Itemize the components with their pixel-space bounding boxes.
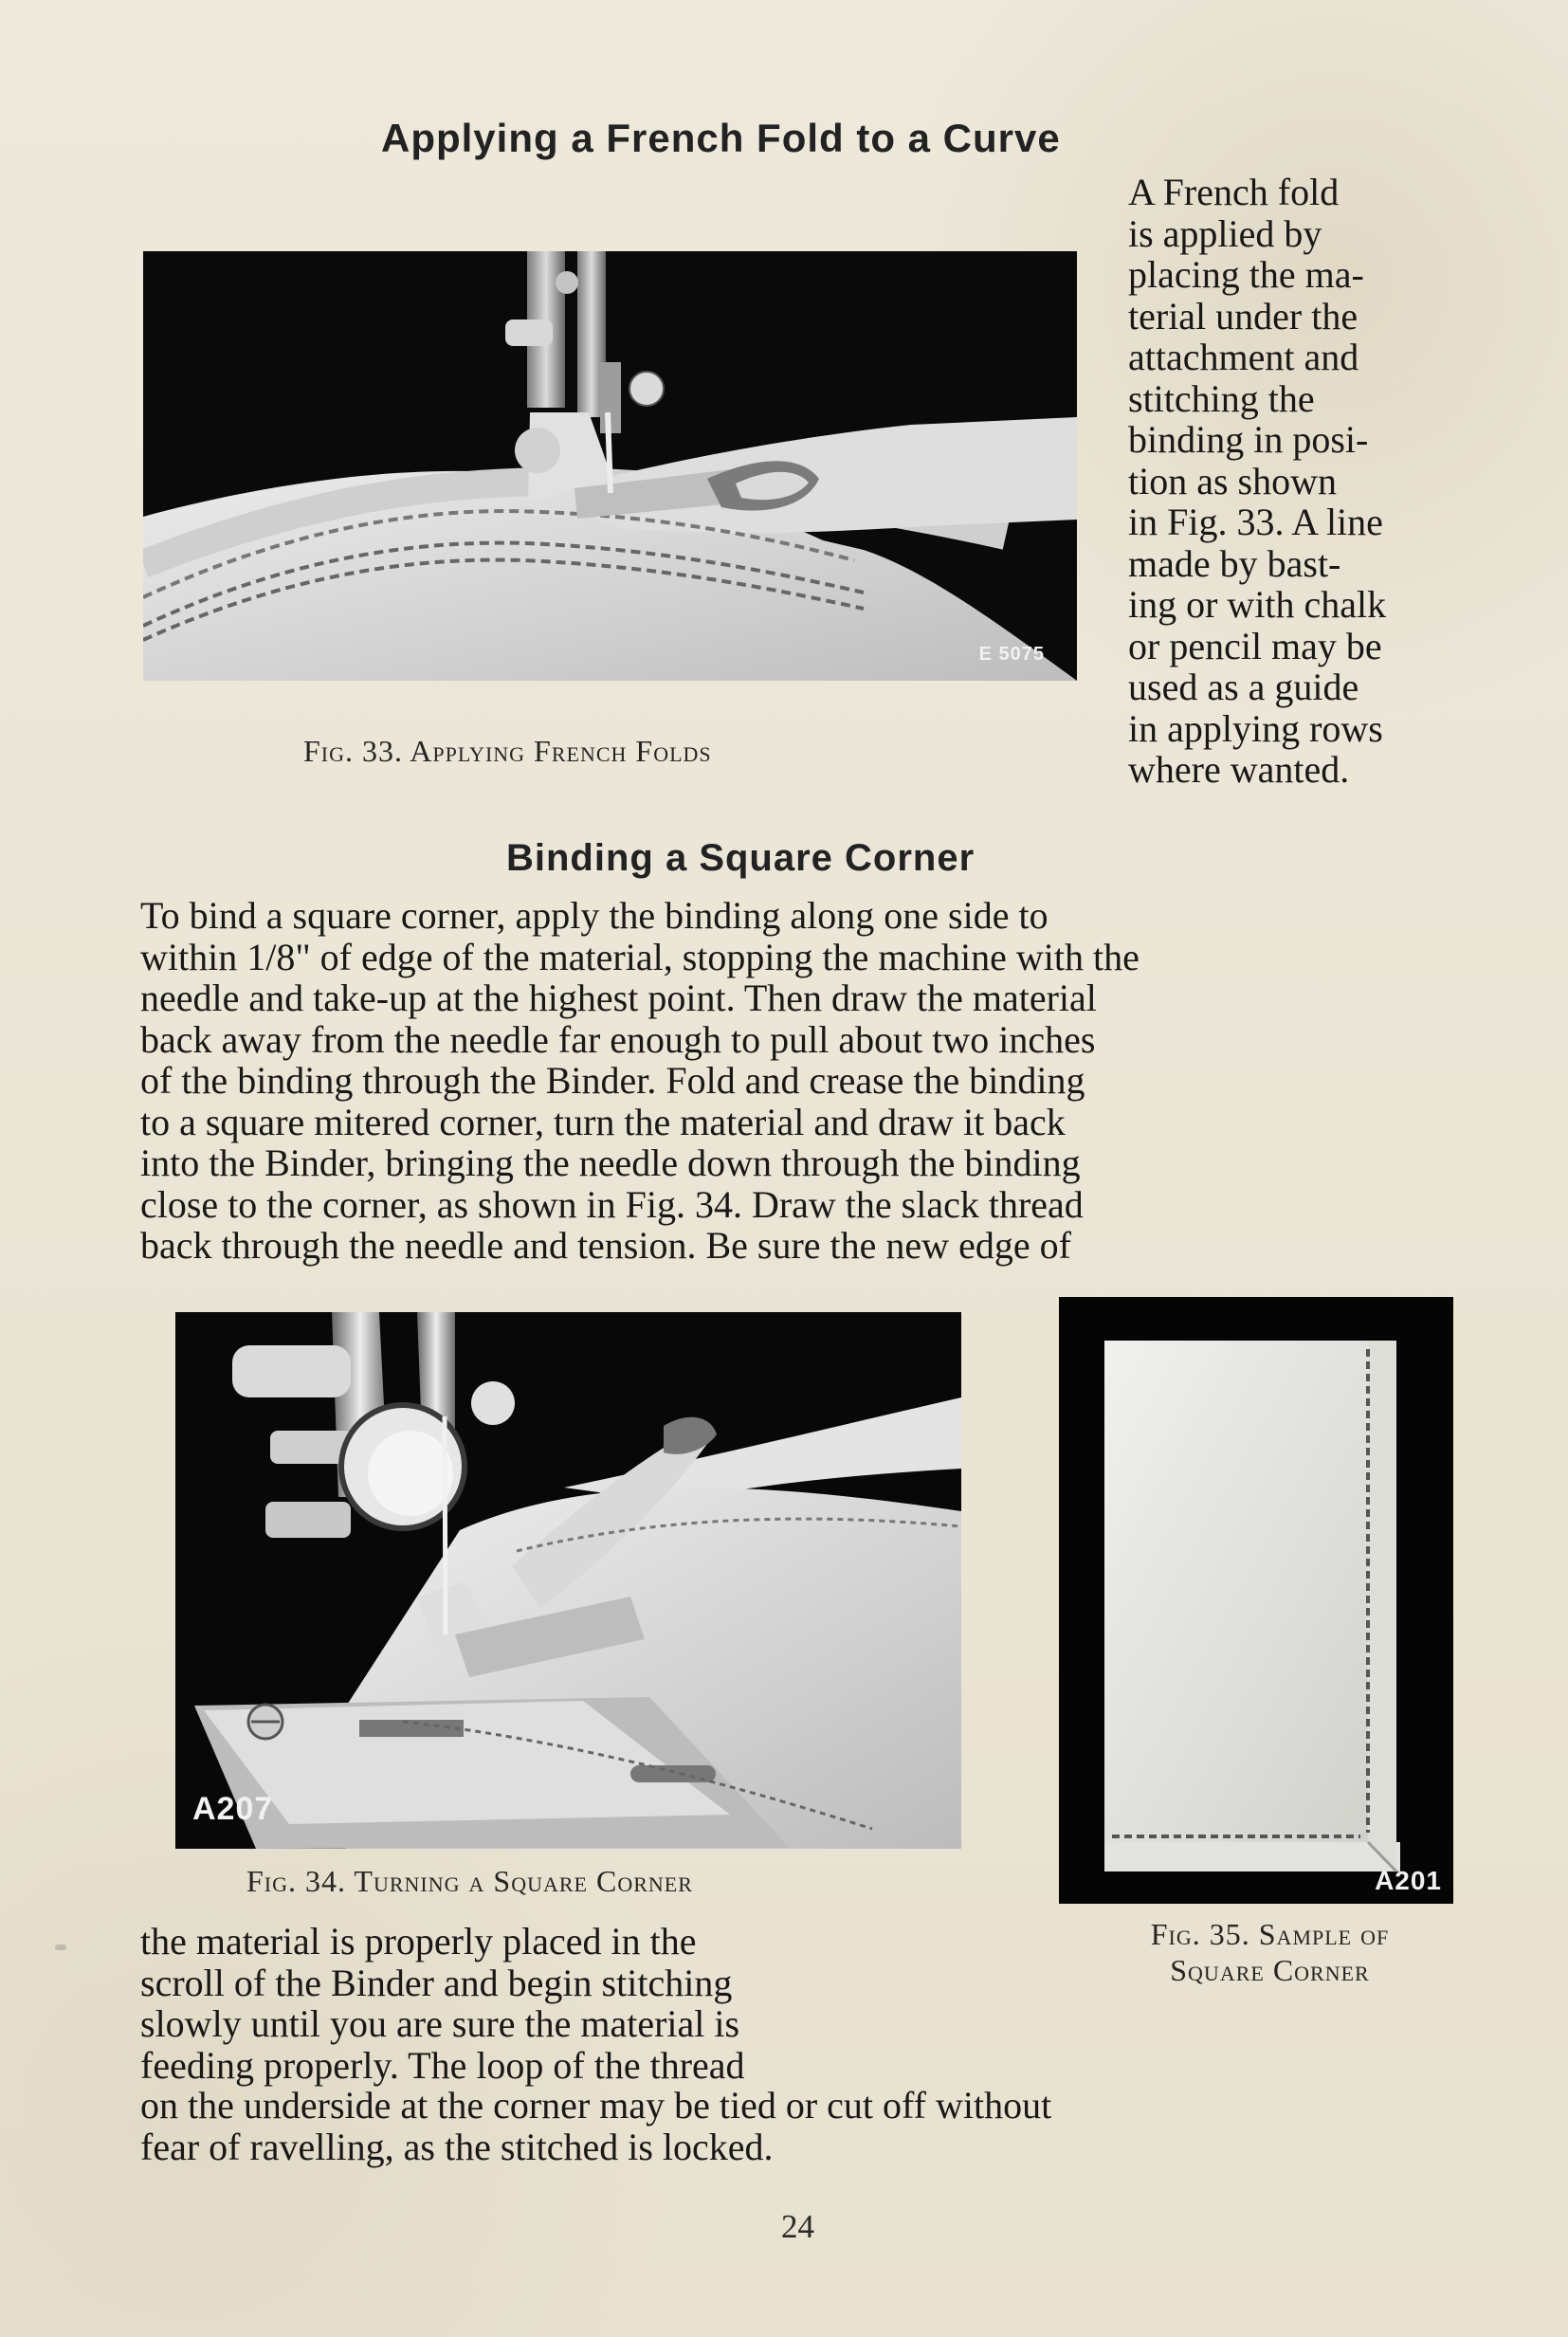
figure-35-caption-line-1: Fig. 35. Sample of — [1150, 1917, 1390, 1951]
figure-34-code: A207 — [192, 1791, 274, 1827]
square-corner-sample-illustration — [1059, 1297, 1453, 1904]
instruction-line: slowly until you are sure the material is — [140, 2002, 740, 2045]
french-fold-line: tion as shown — [1128, 459, 1337, 502]
figure-34-caption: Fig. 34. Turning a Square Corner — [246, 1864, 693, 1898]
continued-instructions-narrow — [140, 1921, 992, 2086]
french-fold-line: in applying rows — [1128, 706, 1383, 750]
square-corner-heading: Binding a Square Corner — [506, 837, 975, 879]
instruction-line: into the Binder, bringing the needle down through the binding — [140, 1141, 1081, 1184]
french-fold-line: where wanted. — [1128, 748, 1350, 791]
page-number: 24 — [781, 2208, 814, 2245]
figure-35-code: A201 — [1375, 1866, 1442, 1895]
figure-35-photo — [1059, 1297, 1453, 1904]
instruction-line: To bind a square corner, apply the binding along one side to — [140, 894, 1048, 937]
french-fold-line: stitching the — [1128, 376, 1315, 420]
instruction-line: within 1/8" of edge of the material, stopping the machine with the — [140, 935, 1140, 978]
print-mark — [55, 1944, 66, 1950]
french-fold-line: made by bast- — [1128, 541, 1341, 585]
french-fold-description — [1128, 172, 1446, 791]
instruction-line: close to the corner, as shown in Fig. 34. Draw the slack thread — [140, 1182, 1084, 1226]
figure-33-code: E 5075 — [978, 644, 1045, 665]
figure-35-caption — [1073, 1916, 1467, 1988]
french-fold-heading: Applying a French Fold to a Curve — [381, 116, 1061, 160]
figure-34-photo — [175, 1312, 961, 1849]
french-fold-line: placing the ma- — [1128, 253, 1364, 296]
french-fold-line: attachment and — [1128, 336, 1359, 378]
instruction-line: feeding properly. The loop of the thread — [140, 2043, 745, 2087]
figure-33-caption: Fig. 33. Applying French Folds — [303, 734, 712, 768]
french-fold-line: is applied by — [1128, 211, 1322, 255]
french-fold-line: ing or with chalk — [1128, 583, 1387, 626]
instruction-line: the material is properly placed in the — [140, 1920, 697, 1963]
figure-35-caption-line-2: Square Corner — [1170, 1953, 1370, 1987]
instruction-line: back through the needle and tension. Be sure the new edge of — [140, 1224, 1071, 1267]
instruction-line: needle and take-up at the highest point. Then draw the material — [140, 977, 1097, 1019]
french-fold-line: or pencil may be — [1128, 624, 1382, 667]
instruction-line: fear of ravelling, as the stitched is locked. — [140, 2125, 774, 2168]
french-fold-line: A French fold — [1128, 171, 1340, 213]
figure-33-photo — [143, 251, 1077, 681]
french-fold-line: binding in posi- — [1128, 418, 1369, 461]
instruction-line: of the binding through the Binder. Fold and crease the binding — [140, 1059, 1085, 1102]
french-fold-line: in Fig. 33. A line — [1128, 501, 1383, 543]
french-fold-machine-illustration — [143, 251, 1077, 681]
instruction-line: back away from the needle far enough to pull about two inches — [140, 1017, 1096, 1061]
instruction-line: on the underside at the corner may be tied or cut off without — [140, 2084, 1052, 2127]
instruction-line: to a square mitered corner, turn the material and draw it back — [140, 1100, 1066, 1143]
french-fold-line: terial under the — [1128, 294, 1358, 338]
square-corner-instructions — [140, 895, 1450, 1267]
continued-instructions-full — [140, 2085, 1450, 2167]
square-corner-machine-illustration — [175, 1312, 961, 1849]
instruction-line: scroll of the Binder and begin stitching — [140, 1961, 733, 2004]
french-fold-line: used as a guide — [1128, 666, 1359, 708]
